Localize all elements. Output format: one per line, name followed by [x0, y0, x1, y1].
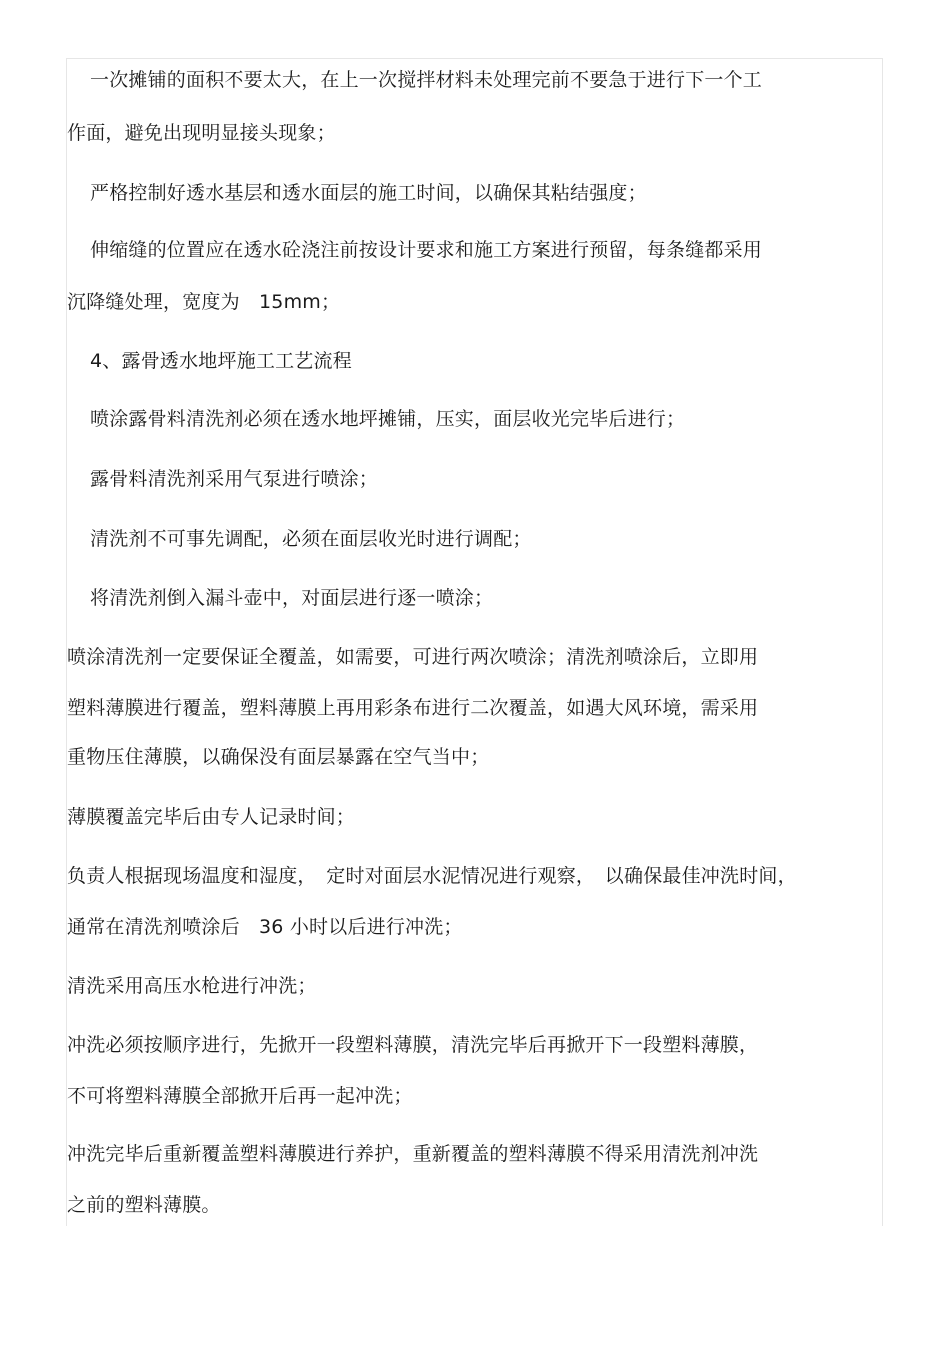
text-line: 重物压住薄膜，以确保没有面层暴露在空气当中；: [67, 746, 490, 768]
text-line: 冲洗必须按顺序进行，先掀开一段塑料薄膜，清洗完毕后再掀开下一段塑料薄膜，: [67, 1034, 759, 1056]
text-line: 严格控制好透水基层和透水面层的施工时间，以确保其粘结强度；: [90, 182, 647, 204]
text-line: 一次摊铺的面积不要太大，在上一次搅拌材料未处理完前不要急于进行下一个工: [90, 69, 763, 91]
text-line: 塑料薄膜进行覆盖，塑料薄膜上再用彩条布进行二次覆盖，如遇大风环境，需采用: [67, 697, 759, 719]
text-line: 之前的塑料薄膜。: [67, 1194, 221, 1216]
text-line: 不可将塑料薄膜全部掀开后再一起冲洗；: [67, 1085, 413, 1107]
text-line: 伸缩缝的位置应在透水砼浇注前按设计要求和施工方案进行预留，每条缝都采用: [90, 239, 763, 261]
text-line: 露骨料清洗剂采用气泵进行喷涂；: [90, 468, 379, 490]
text-line: 喷涂露骨料清洗剂必须在透水地坪摊铺，压实，面层收光完毕后进行；: [90, 408, 686, 430]
text-line: 将清洗剂倒入漏斗壶中，对面层进行逐一喷涂；: [90, 587, 494, 609]
text-line: 通常在清洗剂喷涂后 36 小时以后进行冲洗；: [67, 916, 463, 938]
text-line: 清洗剂不可事先调配，必须在面层收光时进行调配；: [90, 528, 532, 550]
section-heading: 4、露骨透水地坪施工工艺流程: [90, 350, 352, 372]
text-line: 作面，避免出现明显接头现象；: [67, 122, 336, 144]
text-line: 清洗采用高压水枪进行冲洗；: [67, 975, 317, 997]
text-line: 负责人根据现场温度和湿度， 定时对面层水泥情况进行观察， 以确保最佳冲洗时间，: [67, 865, 797, 887]
text-line: 沉降缝处理，宽度为 15mm；: [67, 291, 341, 313]
text-line: 喷涂清洗剂一定要保证全覆盖，如需要，可进行两次喷涂；清洗剂喷涂后，立即用: [67, 646, 759, 668]
text-line: 冲洗完毕后重新覆盖塑料薄膜进行养护，重新覆盖的塑料薄膜不得采用清洗剂冲洗: [67, 1143, 759, 1165]
text-line: 薄膜覆盖完毕后由专人记录时间；: [67, 806, 356, 828]
